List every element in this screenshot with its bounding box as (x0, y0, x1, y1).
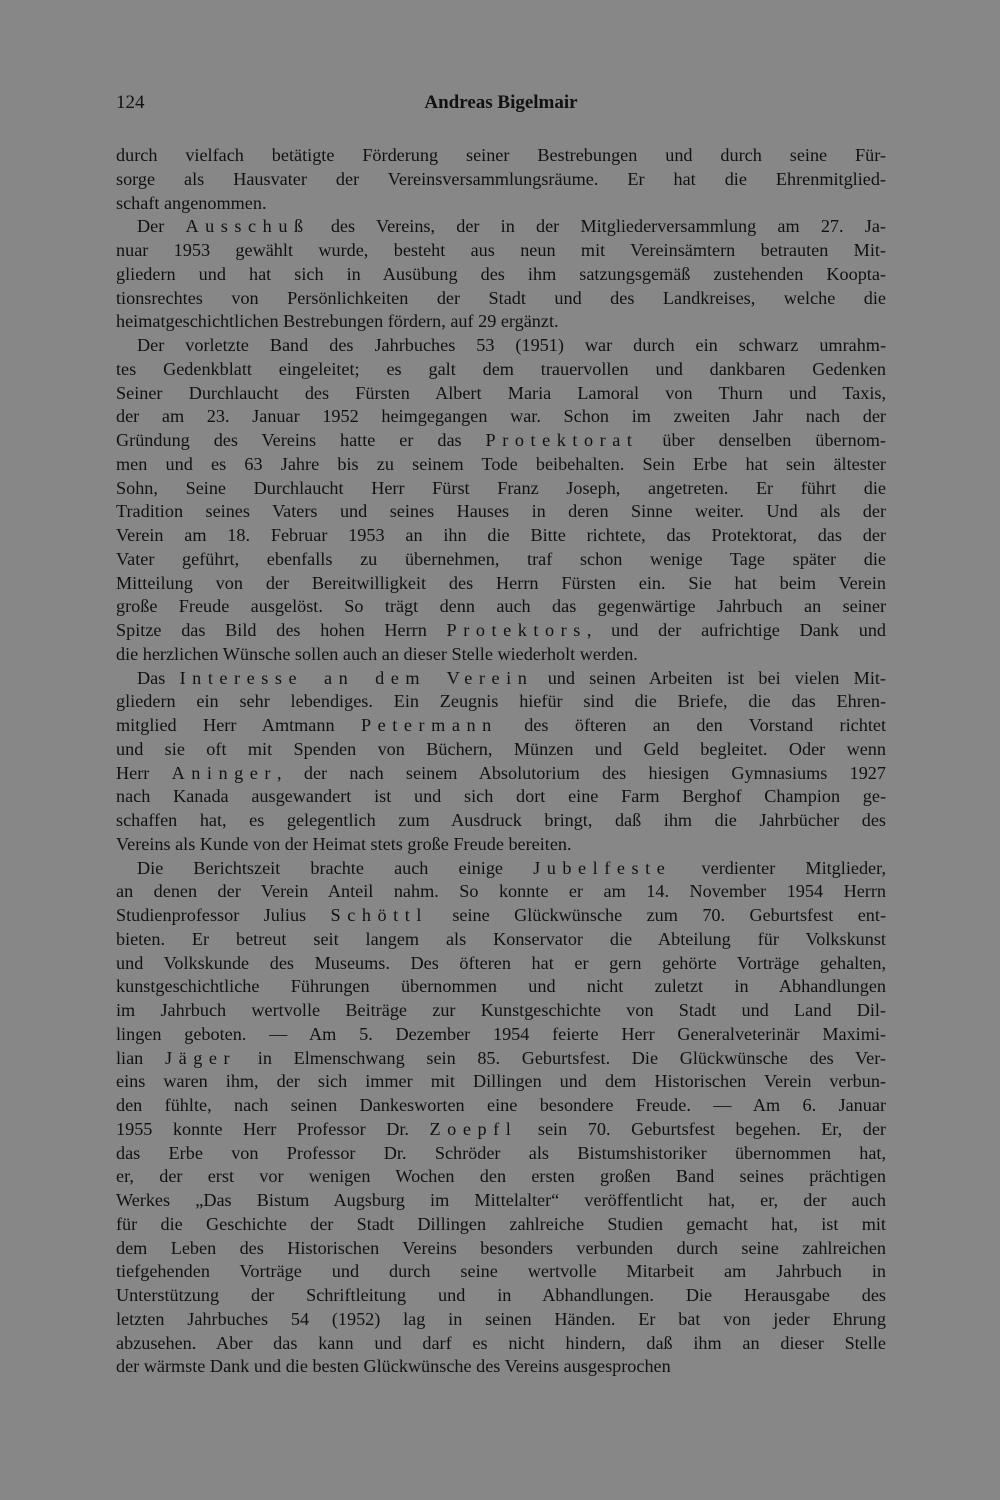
text-line (116, 500, 886, 524)
text-segment: schaffen hat, es gelegentlich zum Ausdruck bringt, daß ihm die Jahrbücher des (116, 810, 886, 830)
text-line (116, 1284, 886, 1308)
text-line (116, 975, 886, 999)
text-line (116, 952, 886, 976)
emphasized-term: Interesse an dem Verein (179, 667, 534, 688)
text-segment: Herr (116, 762, 172, 783)
text-segment: und Volkskunde des Museums. Des öfteren hat er gern gehörte Vorträge gehalten, (116, 952, 886, 973)
page-header (116, 91, 886, 115)
text-line (116, 239, 886, 263)
page-number: 124 (116, 92, 145, 113)
text-segment: an denen der Verein Anteil nahm. So konnte er am 14. November 1954 Herrn (116, 881, 886, 902)
text-segment: Seiner Durchlaucht des Fürsten Albert Maria Lamoral von Thurn und Taxis, (116, 382, 886, 403)
text-segment: des öfteren an den Vorstand richtet (497, 715, 886, 735)
text-segment: schaft angenommen. (116, 192, 267, 213)
text-segment: mitglied Herr Amtmann (116, 715, 361, 735)
text-line (116, 548, 886, 572)
text-line (116, 928, 886, 952)
text-segment: das Erbe von Professor Dr. Schröder als Bistumshistoriker übernommen hat, (116, 1142, 886, 1163)
text-segment: für die Geschichte der Stadt Dillingen zahlreiche Studien gemacht hat, ist mit (116, 1213, 886, 1234)
text-segment: große Freude ausgelöst. So trägt denn auch das gegenwärtige Jahrbuch an seiner (116, 596, 886, 617)
emphasized-term: Zoepfl (429, 1118, 518, 1139)
text-segment: der am 23. Januar 1952 heimgegangen war. Schon im zweiten Jahr nach der (116, 406, 886, 427)
paragraph (116, 215, 886, 334)
text-segment: Mitteilung von der Bereitwilligkeit des Herrn Fürsten ein. Sie hat beim Verein (116, 572, 886, 593)
text-segment: in Elmenschwang sein 85. Geburtsfest. Die Glückwünsche des Ver- (236, 1047, 886, 1068)
text-line (116, 477, 886, 501)
text-line (116, 738, 886, 762)
text-segment: Sohn, Seine Durchlaucht Herr Fürst Franz Joseph, angetreten. Er führt die (116, 477, 886, 498)
text-line (116, 595, 886, 619)
text-segment: bieten. Er betreut seit langem als Konservator die Abteilung für Volkskunst (116, 928, 886, 949)
text-segment: und seinen Arbeiten ist bei vielen Mit- (533, 667, 886, 688)
emphasized-term: Protektors (446, 620, 587, 640)
text-line (116, 643, 886, 667)
text-segment: den fühlte, nach seinen Dankesworten eine besondere Freude. — Am 6. Januar (116, 1095, 886, 1115)
text-segment: und sie oft mit Spenden von Büchern, Münzen und Geld begleitet. Oder wenn (116, 738, 886, 759)
text-line (116, 857, 886, 881)
paragraph (116, 144, 886, 215)
text-segment: , und der aufrichtige Dank und (586, 620, 887, 640)
text-segment: Spitze das Bild des hohen Herrn (116, 620, 447, 640)
text-line (116, 1118, 886, 1142)
text-segment: gliedern und hat sich in Ausübung des ihm satzungsgemäß zustehenden Koopta- (116, 263, 886, 284)
text-line (116, 1070, 886, 1094)
text-segment: Das (137, 667, 180, 688)
text-segment: seine Glückwünsche zum 70. Geburtsfest ent- (427, 905, 886, 925)
text-segment: abzusehen. Aber das kann und darf es nicht hindern, daß ihm an dieser Stelle (116, 1332, 886, 1353)
text-line (116, 263, 886, 287)
text-segment: kunstgeschichtliche Führungen übernommen und nicht zuletzt in Abhandlungen (116, 976, 886, 997)
text-segment: im Jahrbuch wertvolle Beiträge zur Kunstgeschichte von Stadt und Land Dil- (116, 1000, 886, 1020)
emphasized-term: Jäger (164, 1047, 237, 1068)
text-line (116, 1094, 886, 1118)
text-segment: Vater geführt, ebenfalls zu übernehmen, traf schon wenige Tage später die (116, 548, 886, 569)
text-line (116, 1355, 886, 1379)
text-line (116, 904, 886, 928)
text-line (116, 999, 886, 1023)
text-segment: nach Kanada ausgewandert ist und sich dort eine Farm Berghof Champion ge- (116, 786, 886, 807)
text-line (116, 453, 886, 477)
text-line (116, 1165, 886, 1189)
text-segment: eins waren ihm, der sich immer mit Dillingen und dem Historischen Verein verbun- (116, 1071, 886, 1092)
text-line (116, 1260, 886, 1284)
text-segment: sorge als Hausvater der Vereinsversammlungsräume. Er hat die Ehrenmitglied- (116, 168, 886, 189)
text-line (116, 572, 886, 596)
text-line (116, 168, 886, 192)
paragraph (116, 857, 886, 1380)
text-segment: Tradition seines Vaters und seines Hauses in deren Sinne weiter. Und als der (116, 501, 886, 522)
text-line (116, 690, 886, 714)
text-segment: heimatgeschichtlichen Bestrebungen fördern, auf 29 ergänzt. (116, 311, 559, 332)
text-segment: 1955 konnte Herr Professor Dr. (116, 1118, 430, 1139)
paragraph (116, 667, 886, 857)
text-line (116, 1142, 886, 1166)
text-line (116, 833, 886, 857)
text-line (116, 215, 886, 239)
text-line (116, 1047, 886, 1071)
body-text (116, 144, 886, 1379)
emphasized-term: Jubelfeste (533, 857, 672, 878)
text-segment: Die Berichtszeit brachte auch einige (137, 857, 534, 878)
emphasized-term: Petermann (361, 715, 498, 735)
text-line (116, 714, 886, 738)
text-segment: lian (116, 1047, 165, 1068)
text-line (116, 524, 886, 548)
text-line (116, 144, 886, 168)
text-segment: Werkes „Das Bistum Augsburg im Mittelalter“ veröffentlicht hat, er, der auch (116, 1190, 886, 1210)
text-segment: gliedern ein sehr lebendiges. Ein Zeugnis hiefür sind die Briefe, die das Ehren- (116, 691, 886, 712)
text-segment: Vereins als Kunde von der Heimat stets große Freude bereiten. (116, 833, 572, 854)
text-segment: Studienprofessor Julius (116, 905, 331, 925)
text-line (116, 1308, 886, 1332)
text-line (116, 1189, 886, 1213)
text-segment: letzten Jahrbuches 54 (1952) lag in seinen Händen. Er bat von jeder Ehrung (116, 1308, 886, 1329)
text-segment: tes Gedenkblatt eingeleitet; es galt dem trauervollen und dankbaren Gedenken (116, 358, 886, 379)
text-line (116, 619, 886, 643)
text-segment: verdienter Mitglieder, (671, 857, 886, 878)
text-line (116, 1023, 886, 1047)
text-segment: men und es 63 Jahre bis zu seinem Tode beibehalten. Sein Erbe hat sein ältester (116, 453, 886, 474)
text-line (116, 809, 886, 833)
text-line (116, 382, 886, 406)
text-line (116, 880, 886, 904)
text-line (116, 762, 886, 786)
text-segment: Unterstützung der Schriftleitung und in Abhandlungen. Die Herausgabe des (116, 1285, 886, 1305)
text-line (116, 334, 886, 358)
text-line (116, 429, 886, 453)
text-line (116, 192, 886, 216)
text-line (116, 1213, 886, 1237)
text-line (116, 358, 886, 382)
text-line (116, 785, 886, 809)
text-segment: über denselben übernom- (638, 430, 886, 450)
emphasized-term: Protektorat (485, 430, 639, 450)
text-line (116, 667, 886, 691)
text-segment: der wärmste Dank und die besten Glückwünsche des Vereins ausgesprochen (116, 1356, 671, 1377)
text-segment: Der (137, 216, 186, 237)
text-segment: Gründung des Vereins hatte er das (116, 430, 486, 450)
text-segment: dem Leben des Historischen Vereins besonders verbunden durch seine zahlreichen (116, 1237, 886, 1258)
text-segment: Verein am 18. Februar 1953 an ihn die Bitte richtete, das Protektorat, das der (116, 525, 886, 545)
text-segment: er, der erst vor wenigen Wochen den ersten großen Band seines prächtigen (116, 1166, 886, 1187)
text-line (116, 310, 886, 334)
text-line (116, 287, 886, 311)
text-line (116, 1332, 886, 1356)
running-title: Andreas Bigelmair (424, 92, 578, 113)
text-segment: nuar 1953 gewählt wurde, besteht aus neun mit Vereinsämtern betrauten Mit- (116, 240, 886, 260)
text-line (116, 405, 886, 429)
text-segment: die herzlichen Wünsche sollen auch an dieser Stelle wiederholt werden. (116, 643, 638, 664)
text-segment: sein 70. Geburtsfest begehen. Er, der (517, 1118, 886, 1139)
text-segment: lingen geboten. — Am 5. Dezember 1954 feierte Herr Generalveterinär Maximi- (116, 1023, 886, 1044)
text-segment: Der vorletzte Band des Jahrbuches 53 (1951) war durch ein schwarz umrahm- (137, 335, 886, 355)
emphasized-term: Schöttl (330, 905, 428, 925)
text-segment: durch vielfach betätigte Förderung seiner Bestrebungen und durch seine Für- (116, 145, 886, 165)
paragraph (116, 334, 886, 667)
emphasized-term: Aninger (171, 762, 278, 783)
text-segment: , der nach seinem Absolutorium des hiesigen Gymnasiums 1927 (277, 762, 886, 783)
text-line (116, 1237, 886, 1261)
text-segment: tionsrechtes von Persönlichkeiten der Stadt und des Landkreises, welche die (116, 287, 886, 308)
text-segment: des Vereins, der in der Mitgliederversammlung am 27. Ja- (309, 216, 886, 237)
text-segment: tiefgehenden Vorträge und durch seine wertvolle Mitarbeit am Jahrbuch in (116, 1261, 886, 1282)
emphasized-term: Ausschuß (185, 216, 310, 237)
